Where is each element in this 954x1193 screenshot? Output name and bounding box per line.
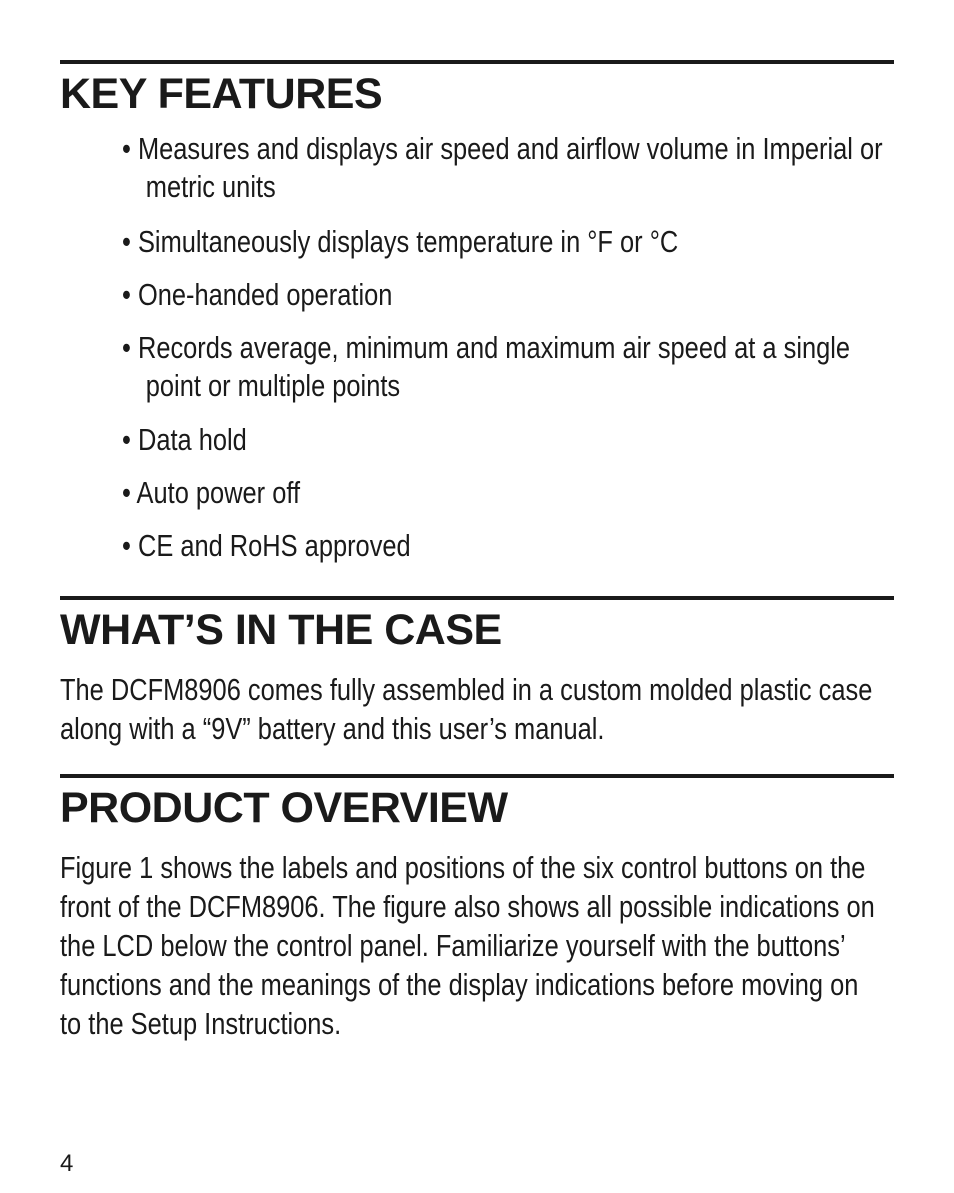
feature-item: • Records average, minimum and maximum air speed at a single point or multiple points bbox=[122, 330, 851, 403]
feature-item: • Measures and displays air speed and airflow volume in Imperial or metric units bbox=[122, 131, 883, 204]
whats-in-the-case-body: The DCFM8906 comes fully assembled in a custom molded plastic case along with a “9V” battery and this user’s manual. bbox=[60, 672, 873, 746]
whats-in-the-case-heading: WHAT’S IN THE CASE bbox=[60, 606, 502, 654]
product-overview-body: Figure 1 shows the labels and positions of the six control buttons on the front of the DCFM8906. The figure also shows all possible indications on the LCD below the control panel. Familiarize yourself with the buttons’ functions and the meanings of the display indications before moving on to the Setup Instructions. bbox=[60, 850, 875, 1041]
product-overview-heading: PRODUCT OVERVIEW bbox=[60, 784, 508, 832]
feature-item: • Auto power off bbox=[122, 475, 301, 510]
page-number: 4 bbox=[60, 1150, 74, 1177]
key-features-heading: KEY FEATURES bbox=[60, 70, 383, 118]
manual-page bbox=[60, 0, 894, 1193]
section-divider bbox=[60, 596, 894, 600]
section-divider bbox=[60, 60, 894, 64]
feature-item: • Simultaneously displays temperature in °F or °C bbox=[122, 224, 679, 259]
feature-item: • CE and RoHS approved bbox=[122, 528, 411, 563]
feature-item: • Data hold bbox=[122, 422, 247, 457]
whats-in-the-case-section bbox=[60, 596, 894, 748]
product-overview-section bbox=[60, 774, 894, 1043]
section-divider bbox=[60, 774, 894, 778]
feature-item: • One-handed operation bbox=[122, 277, 393, 312]
key-features-section bbox=[60, 60, 894, 118]
key-features-list bbox=[122, 130, 894, 567]
